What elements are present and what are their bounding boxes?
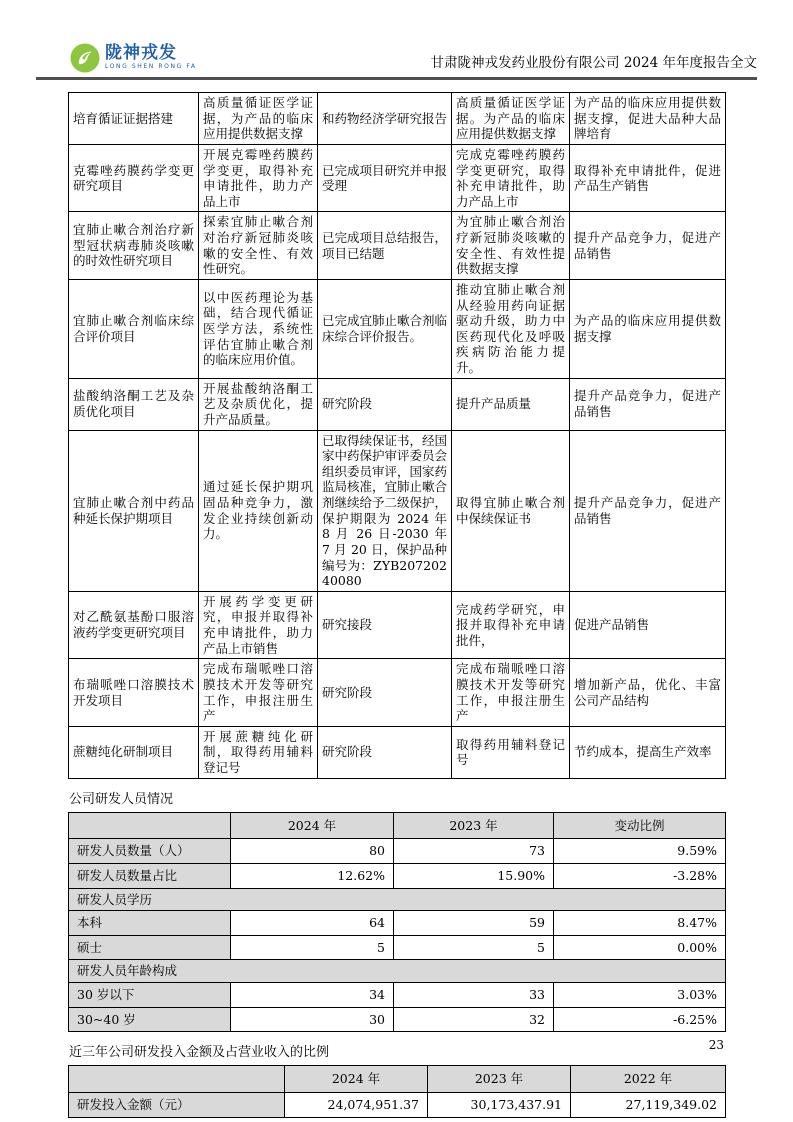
brand-subtitle: LONG SHEN RONG FA bbox=[105, 63, 197, 70]
header-cell-change: 变动比例 bbox=[554, 812, 726, 839]
project-purpose-cell: 开展蔗糖纯化研制，取得药用辅料登记号 bbox=[199, 726, 318, 778]
value-cell: 8.47% bbox=[554, 911, 726, 936]
header-cell-blank bbox=[69, 812, 231, 839]
project-goal-cell: 提升产品质量 bbox=[452, 378, 570, 430]
row-label-cell: 研发人员数量（人） bbox=[69, 839, 231, 864]
investment-table bbox=[68, 1065, 726, 1117]
value-cell: 59 bbox=[394, 911, 554, 936]
value-cell: 5 bbox=[231, 935, 394, 960]
row-label-cell: 硕士 bbox=[69, 935, 231, 960]
project-impact-cell: 增加新产品，优化、丰富公司产品结构 bbox=[570, 659, 726, 727]
project-impact-cell: 促进产品销售 bbox=[570, 591, 726, 659]
project-purpose-cell: 开展盐酸纳洛酮工艺及杂质优化，提升产品质量。 bbox=[199, 378, 318, 430]
table-row bbox=[69, 935, 726, 960]
project-progress-cell: 已取得续保证书，经国家中药保护审评委员会组织委员审评，国家药监局核准，宜肺止嗽合剂继续给予二级保护，保护期限为 2024 年 8 月 26 日-2030 年 7 月 20 日，保护品种编号为：ZYB20720240080 bbox=[318, 430, 452, 591]
project-impact-cell: 为产品的临床应用提供数据支撑，促进大品种大品牌培育 bbox=[570, 93, 726, 145]
project-goal-cell: 完成克霉唑药膜药学变更研究，取得补充申请批件，助力产品上市 bbox=[452, 144, 570, 212]
company-logo bbox=[70, 43, 197, 73]
value-cell: 9.59% bbox=[554, 839, 726, 864]
value-cell: 15.90% bbox=[394, 863, 554, 888]
investment-section-label: 近三年公司研发投入金额及占营业收入的比例 bbox=[69, 1045, 330, 1061]
table-row bbox=[69, 93, 726, 145]
value-cell: 27,119,349.02 bbox=[571, 1092, 726, 1117]
project-name-cell: 宜肺止嗽合剂中药品种延长保护期项目 bbox=[69, 430, 199, 591]
project-impact-cell: 提升产品竞争力，促进产品销售 bbox=[570, 378, 726, 430]
project-impact-cell: 为产品的临床应用提供数据支撑 bbox=[570, 279, 726, 378]
table-header-row bbox=[69, 812, 726, 839]
brand-block bbox=[105, 45, 197, 70]
value-cell: 24,074,951.37 bbox=[285, 1092, 428, 1117]
subheader-cell: 研发人员学历 bbox=[69, 888, 726, 911]
project-progress-cell: 已完成项目研究并申报受理 bbox=[318, 144, 452, 212]
value-cell: 5 bbox=[394, 935, 554, 960]
project-purpose-cell: 高质量循证医学证据，为产品的临床应用提供数据支撑 bbox=[199, 93, 318, 145]
project-name-cell: 宜肺止嗽合剂临床综合评价项目 bbox=[69, 279, 199, 378]
table-row bbox=[69, 378, 726, 430]
page-content bbox=[68, 92, 725, 1118]
header-cell-2023: 2023 年 bbox=[428, 1066, 571, 1093]
table-row bbox=[69, 839, 726, 864]
value-cell: 3.03% bbox=[554, 983, 726, 1008]
project-purpose-cell: 以中医药理论为基础，结合现代循证医学方法，系统性评估宜肺止嗽合剂的临床应用价值。 bbox=[199, 279, 318, 378]
header-cell-2024: 2024 年 bbox=[231, 812, 394, 839]
row-label-cell: 30~40 岁 bbox=[69, 1007, 231, 1032]
table-row bbox=[69, 430, 726, 591]
value-cell: 30 bbox=[231, 1007, 394, 1032]
value-cell: 34 bbox=[231, 983, 394, 1008]
page-header bbox=[36, 40, 757, 80]
row-label-cell: 本科 bbox=[69, 911, 231, 936]
table-subheader-row bbox=[69, 888, 726, 911]
header-cell-2022: 2022 年 bbox=[571, 1066, 726, 1093]
brand-name: 陇神戎发 bbox=[105, 43, 177, 63]
table-row bbox=[69, 591, 726, 659]
report-title: 甘肃陇神戎发药业股份有限公司 2024 年年度报告全文 bbox=[430, 55, 757, 71]
project-progress-cell: 研究接段 bbox=[318, 591, 452, 659]
value-cell: 30,173,437.91 bbox=[428, 1092, 571, 1117]
value-cell: 12.62% bbox=[231, 863, 394, 888]
table-row bbox=[69, 1007, 726, 1032]
project-progress-cell: 研究阶段 bbox=[318, 726, 452, 778]
value-cell: 64 bbox=[231, 911, 394, 936]
table-subheader-row bbox=[69, 960, 726, 983]
project-goal-cell: 取得药用辅料登记号 bbox=[452, 726, 570, 778]
project-progress-cell: 已完成宜肺止嗽合剂临床综合评价报告。 bbox=[318, 279, 452, 378]
value-cell: 80 bbox=[231, 839, 394, 864]
header-cell-blank bbox=[69, 1066, 285, 1093]
rd-projects-table bbox=[68, 92, 726, 779]
project-name-cell: 布瑞哌唑口溶膜技术开发项目 bbox=[69, 659, 199, 727]
project-name-cell: 克霉唑药膜药学变更研究项目 bbox=[69, 144, 199, 212]
row-label-cell: 30 岁以下 bbox=[69, 983, 231, 1008]
project-goal-cell: 推动宜肺止嗽合剂从经验用药向证据驱动升级，助力中医药现代化及呼吸疾病防治能力提升。 bbox=[452, 279, 570, 378]
personnel-table bbox=[68, 812, 726, 1033]
table-row bbox=[69, 279, 726, 378]
table-row bbox=[69, 726, 726, 778]
value-cell: -3.28% bbox=[554, 863, 726, 888]
project-name-cell: 宜肺止嗽合剂治疗新型冠状病毒肺炎咳嗽的时效性研究项目 bbox=[69, 212, 199, 280]
value-cell: 0.00% bbox=[554, 935, 726, 960]
project-purpose-cell: 完成布瑞哌唑口溶膜技术开发等研究工作，申报注册生产 bbox=[199, 659, 318, 727]
project-name-cell: 培育循证证据搭建 bbox=[69, 93, 199, 145]
table-row bbox=[69, 659, 726, 727]
personnel-section-label: 公司研发人员情况 bbox=[69, 791, 174, 807]
project-purpose-cell: 探索宜肺止嗽合剂对治疗新冠肺炎咳嗽的安全性、有效性研究。 bbox=[199, 212, 318, 280]
table-row bbox=[69, 863, 726, 888]
project-impact-cell: 提升产品竞争力，促进产品销售 bbox=[570, 212, 726, 280]
project-purpose-cell: 通过延长保护期巩固品种竞争力，激发企业持续创新动力。 bbox=[199, 430, 318, 591]
table-row bbox=[69, 212, 726, 280]
logo-icon bbox=[70, 43, 100, 73]
value-cell: 32 bbox=[394, 1007, 554, 1032]
row-label-cell: 研发投入金额（元） bbox=[69, 1092, 285, 1117]
project-goal-cell: 高质量循证医学证据。为产品的临床应用提供数据支撑 bbox=[452, 93, 570, 145]
subheader-cell: 研发人员年龄构成 bbox=[69, 960, 726, 983]
project-name-cell: 对乙酰氨基酚口服溶液药学变更研究项目 bbox=[69, 591, 199, 659]
project-purpose-cell: 开展克霉唑药膜药学变更，取得补充申请批件，助力产品上市 bbox=[199, 144, 318, 212]
project-name-cell: 盐酸纳洛酮工艺及杂质优化项目 bbox=[69, 378, 199, 430]
header-cell-2024: 2024 年 bbox=[285, 1066, 428, 1093]
project-goal-cell: 为宜肺止嗽合剂治疗新冠肺炎咳嗽的安全性、有效性提供数据支撑 bbox=[452, 212, 570, 280]
project-goal-cell: 完成药学研究，申报并取得补充申请批件， bbox=[452, 591, 570, 659]
table-row bbox=[69, 1092, 726, 1117]
value-cell: 73 bbox=[394, 839, 554, 864]
page-number: 23 bbox=[708, 1038, 724, 1052]
project-purpose-cell: 开展药学变更研究，申报并取得补充申请批件，助力产品上市销售 bbox=[199, 591, 318, 659]
table-row bbox=[69, 983, 726, 1008]
project-impact-cell: 取得补充申请批件，促进产品生产销售 bbox=[570, 144, 726, 212]
value-cell: -6.25% bbox=[554, 1007, 726, 1032]
row-label-cell: 研发人员数量占比 bbox=[69, 863, 231, 888]
header-cell-2023: 2023 年 bbox=[394, 812, 554, 839]
project-progress-cell: 研究阶段 bbox=[318, 378, 452, 430]
project-progress-cell: 研究阶段 bbox=[318, 659, 452, 727]
value-cell: 33 bbox=[394, 983, 554, 1008]
project-impact-cell: 提升产品竞争力，促进产品销售 bbox=[570, 430, 726, 591]
project-goal-cell: 完成布瑞哌唑口溶膜技术开发等研究工作，申报注册生产 bbox=[452, 659, 570, 727]
project-progress-cell: 已完成项目总结报告，项目已结题 bbox=[318, 212, 452, 280]
project-name-cell: 蔗糖纯化研制项目 bbox=[69, 726, 199, 778]
project-impact-cell: 节约成本，提高生产效率 bbox=[570, 726, 726, 778]
project-progress-cell: 和药物经济学研究报告 bbox=[318, 93, 452, 145]
table-header-row bbox=[69, 1066, 726, 1093]
table-row bbox=[69, 911, 726, 936]
project-goal-cell: 取得宜肺止嗽合剂中保续保证书 bbox=[452, 430, 570, 591]
table-row bbox=[69, 144, 726, 212]
